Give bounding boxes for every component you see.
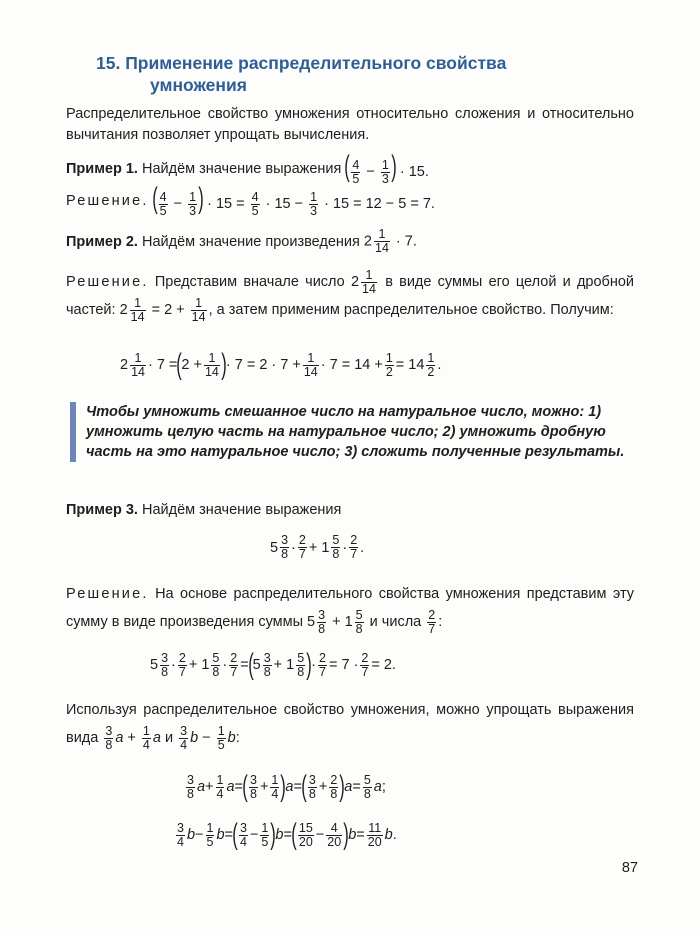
example3-label: Пример 3.	[66, 502, 138, 518]
example2-label: Пример 2.	[66, 233, 138, 250]
example3-formula: 5 3 8 · 2 7 + 1 5 8 · 2 7 = ( 5 3 8 + 1 5 8 ) · 2 7 = 7 · 2 7 = 2.	[150, 648, 396, 681]
example2-text: Найдём значение произведения	[142, 233, 360, 250]
closing-and: и	[164, 730, 174, 746]
example1-solution-formula: ( $\frac{4}{5}$ − $\frac{1}{3}$ ) · 15 = $\frac{4}{5}$ · 15 − $\frac{1}{3}$ · 15 = 12 − 5 = 7.	[151, 182, 435, 218]
example1-expression: ( $\frac{4}{5}$ − $\frac{1}{3}$ ) · 15.	[344, 150, 429, 186]
page-number: 87	[621, 860, 638, 876]
example3-solution: Решение. На основе распределительного свойства умножения представим эту сумму в виде произведения суммы 5 $\frac{3}{8}$ + 1 $\frac{5}{8}$ и числа $\frac{2}{7}$ :	[66, 586, 635, 636]
example2-solution-text2: в виде суммы его целой и дробной частей:	[66, 274, 635, 318]
example3-text: Найдём значение выражения	[142, 502, 342, 518]
section-title-line2: умножения	[150, 75, 247, 95]
section-number: 15.	[96, 53, 121, 73]
example2-solution-text1: Представим вначале число	[154, 274, 345, 290]
closing-paragraph: Используя распределительное свойство умножения, можно упрощать выражения вида $\frac{3}{8}$ a + $\frac{1}{4}$ a и $\frac{3}{4}$ b − $\frac{1}{5}$ b:	[66, 702, 634, 752]
intro-paragraph: Распределительное свойство умножения относительно сложения и относительно вычитания позволяет упрощать вычисления.	[66, 106, 634, 143]
example1-statement	[66, 152, 429, 186]
example1-text: Найдём значение выражения	[142, 160, 342, 177]
closing-formula-b: 3 4 b − 1 5 b = ( 3 4 − 1 5 ) b = ( 15 20 − 4 20 ) b = 11 20 b .	[177, 818, 397, 851]
section-title-line1: Применение распределительного свойства	[125, 53, 507, 73]
example2-solution-text3: , а затем применим распределительное свойство. Получим:	[208, 302, 614, 318]
section-title	[96, 52, 616, 96]
closing-text: Используя распределительное свойство умножения, можно упрощать выражения вида	[66, 702, 634, 746]
closing-formula-a: 3 8 a + 1 4 a = ( 3 8 + 1 4 ) a = ( 3 8 + 2 8 ) a = 5 8 a ;	[187, 770, 386, 803]
rule-box: Чтобы умножить смешанное число на натуральное число, можно: 1) умножить целую часть на натуральное число; 2) умножить дробную часть на это натуральное число; 3) сложить полученные результаты.	[70, 402, 634, 462]
example3-solution-label: Решение.	[66, 586, 149, 602]
example1-solution	[66, 184, 435, 218]
example3-statement	[66, 502, 341, 518]
example3-solution-text2: и числа	[369, 614, 422, 630]
example3-expression: 5 3 8 · 2 7 + 1 5 8 · 2 7 .	[270, 533, 365, 561]
example2-statement	[66, 228, 417, 255]
example2-solution-label: Решение.	[66, 274, 149, 290]
example2-formula: 2 1 14 · 7 = ( 2 + 1 14 ) · 7 = 2 · 7 + 1 14 · 7 = 14 + 1 2 = 14 1 2 .	[120, 348, 442, 381]
example3-solution-text1: На основе распределительного свойства умножения представим эту сумму в виде произведения суммы	[66, 586, 635, 630]
example1-solution-label: Решение.	[66, 192, 149, 209]
example2-expression: 2 $\frac{1}{14}$ · 7.	[363, 227, 417, 255]
example2-solution: Решение. Представим вначале число 2 $\frac{1}{14}$ в виде суммы его целой и дробной частей: 2 $\frac{1}{14}$ = 2 + $\frac{1}{14}$ , а затем применим распределительное свойство. Получим:	[66, 267, 635, 324]
example1-label: Пример 1.	[66, 160, 138, 177]
